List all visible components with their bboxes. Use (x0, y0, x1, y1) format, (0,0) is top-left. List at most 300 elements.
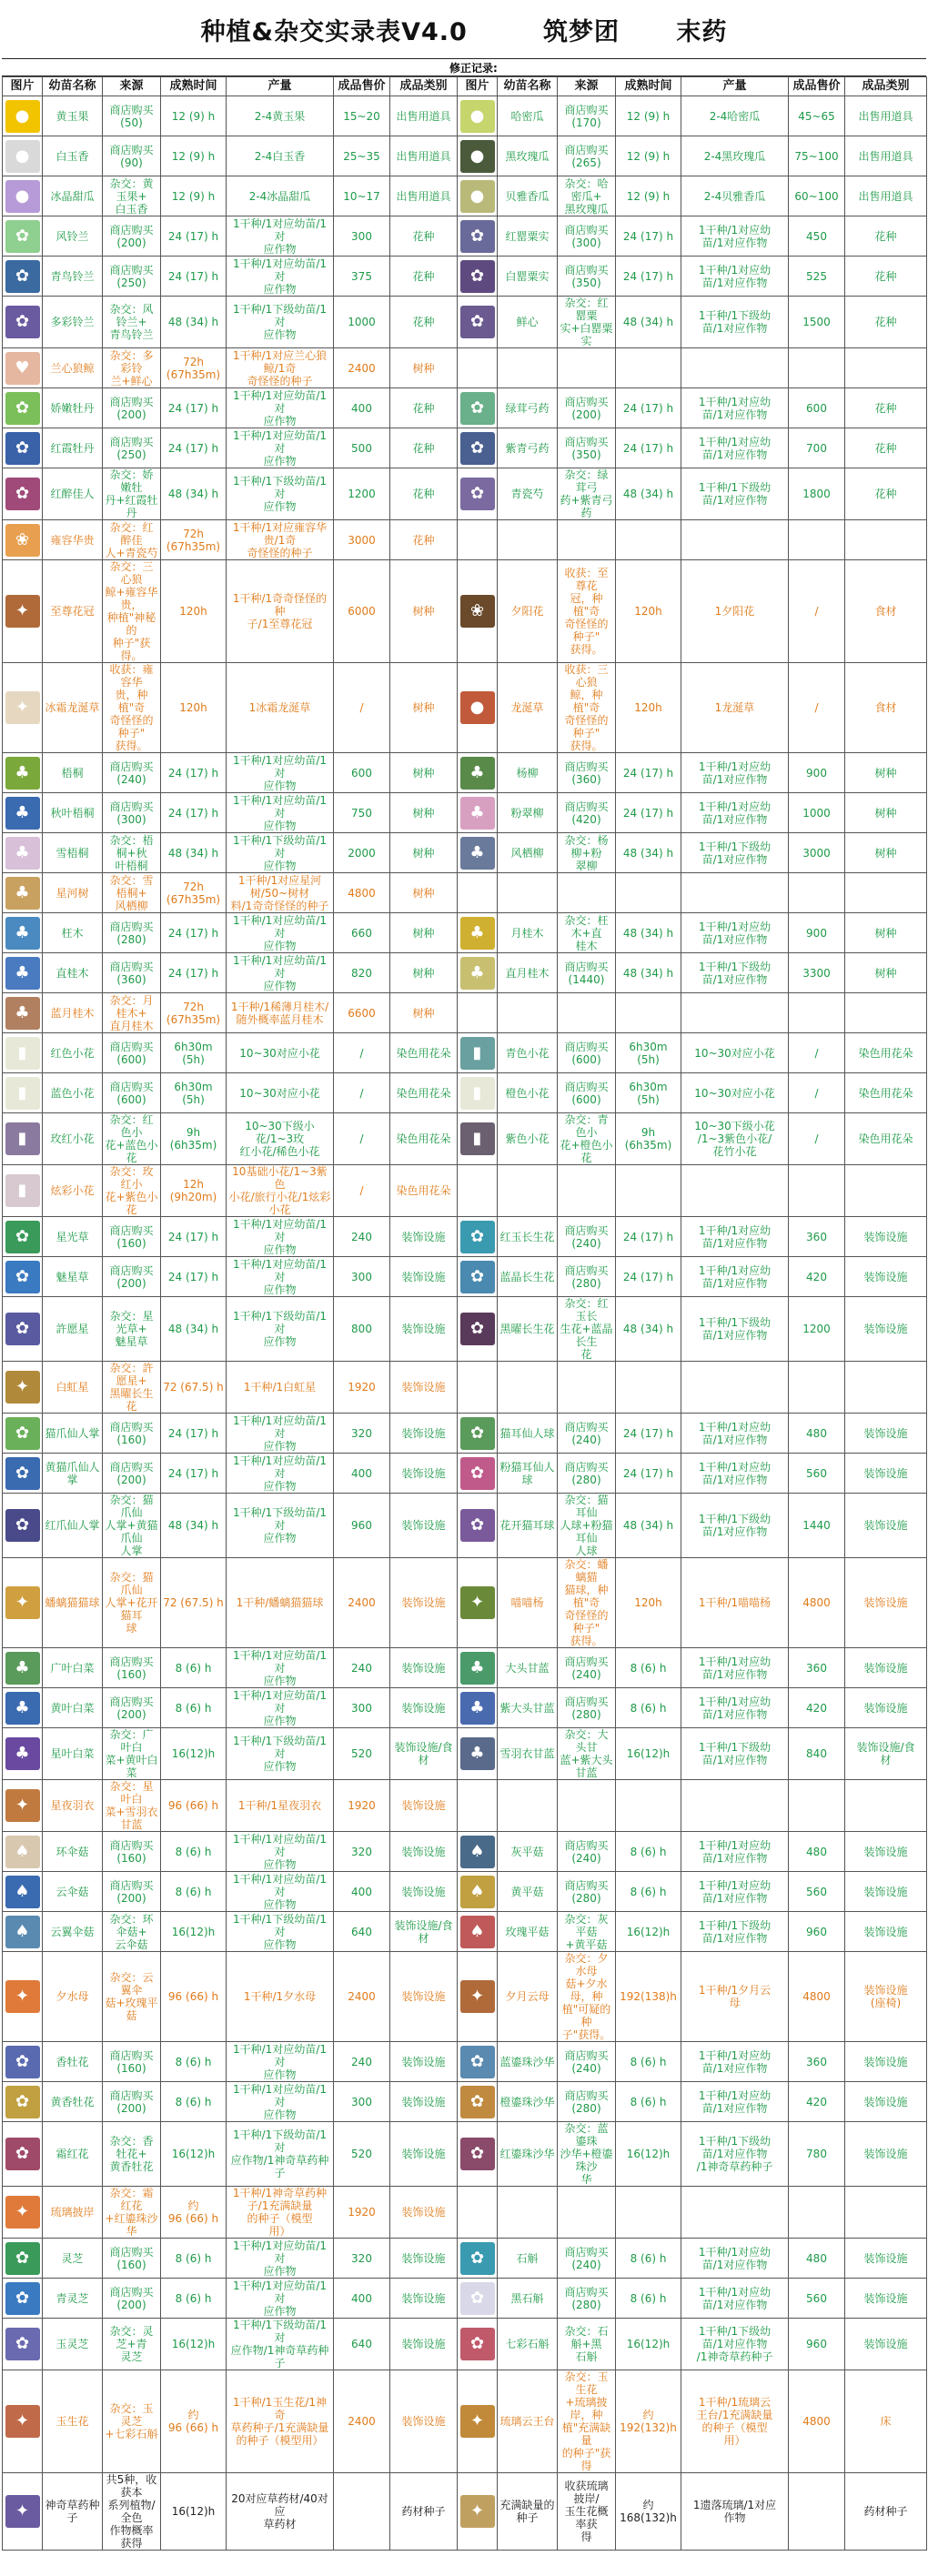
seedling-name: 花开猫耳球 (498, 1494, 558, 1558)
mature-time-cell (616, 873, 681, 913)
seedling-name: 蓝月桂木 (43, 993, 103, 1033)
image-cell (3, 913, 43, 953)
image-cell (458, 753, 498, 793)
seedling-name: 红罂粟实 (498, 216, 558, 257)
yield-cell: 2-4白玉香 (227, 136, 334, 176)
mature-time-cell: 48 (34) h (616, 468, 681, 520)
category-cell: 装饰设施 (845, 2279, 927, 2319)
category-cell: 出售用道具 (390, 176, 458, 216)
mature-time-cell: 8 (6) h (616, 1872, 681, 1912)
table-row (3, 2122, 927, 2187)
plant-thumbnail-icon: ✦ (5, 1371, 40, 1404)
yield-cell: 1干种/1下级幼 苗/1对应作物 (681, 1728, 789, 1780)
yield-cell: 1干种/1对应幼苗/1对 应作物 (227, 2279, 334, 2319)
mature-time-cell: 16(12)h (616, 2319, 681, 2370)
mature-time-cell: 约 96 (66) h (161, 2370, 227, 2473)
plant-thumbnail-icon: ♠ (460, 1916, 495, 1948)
category-cell: 装饰设施 (845, 1912, 927, 1952)
yield-cell: 1干种/1下级幼苗/1对 应作物/1神奇草药种子 (227, 2122, 334, 2187)
price-cell: 2000 (334, 833, 390, 873)
seedling-name: 环伞菇 (43, 1832, 103, 1872)
seedling-name: 雪羽衣甘蓝 (498, 1728, 558, 1780)
source-cell: 杂交：星叶白 菜+雪羽衣甘蓝 (103, 1780, 161, 1832)
price-cell: 480 (789, 1414, 845, 1454)
yield-cell: 1干种/蟠螭猫猫球 (227, 1558, 334, 1648)
category-cell: 染色用花朵 (845, 1073, 927, 1113)
table-row (3, 1113, 927, 1165)
seedling-name: 玉灵芝 (43, 2319, 103, 2370)
mature-time-cell: 16(12)h (161, 2319, 227, 2370)
category-cell: 出售用道具 (845, 96, 927, 136)
plant-thumbnail-icon: ▮ (460, 1077, 495, 1110)
table-row (3, 560, 927, 663)
table-row (3, 348, 927, 388)
price-cell: 360 (789, 1648, 845, 1688)
image-cell (458, 1780, 498, 1832)
image-cell (458, 1952, 498, 2042)
mature-time-cell: 48 (34) h (161, 1297, 227, 1362)
yield-cell: 10~30下级小花/1~3玫 红小花/稀色小花 (227, 1113, 334, 1165)
category-cell: 药材种子 (390, 2473, 458, 2551)
plant-thumbnail-icon: ✿ (460, 1417, 495, 1450)
seedling-name: 云翼伞菇 (43, 1912, 103, 1952)
image-cell (458, 993, 498, 1033)
source-cell: 商店购买 (90) (103, 136, 161, 176)
mature-time-cell: 24 (17) h (161, 1257, 227, 1297)
source-cell: 杂交：云翼伞 菇+玫瑰平菇 (103, 1952, 161, 2042)
seedling-name: 紫青弓药 (498, 428, 558, 468)
plant-thumbnail-icon: ♣ (460, 757, 495, 790)
yield-cell: 1干种/1白虹星 (227, 1362, 334, 1414)
price-cell: 4800 (789, 1558, 845, 1648)
price-cell: 240 (334, 1648, 390, 1688)
plant-thumbnail-icon: ✿ (5, 1221, 40, 1253)
mature-time-cell: 8 (6) h (161, 2239, 227, 2279)
seedling-name: 蓝晶长生花 (498, 1257, 558, 1297)
yield-cell: 2-4冰晶甜瓜 (227, 176, 334, 216)
plant-thumbnail-icon: ✦ (5, 1586, 40, 1619)
category-cell: 装饰设施/食 材 (845, 1728, 927, 1780)
category-cell (845, 993, 927, 1033)
source-cell: 商店购买 (160) (103, 2239, 161, 2279)
source-cell: 杂交：广叶白 菜+黄叶白菜 (103, 1728, 161, 1780)
category-cell: 装饰设施 (390, 1494, 458, 1558)
col-header: 来源 (103, 77, 161, 96)
revision-note: 修正记录: (449, 62, 498, 75)
price-cell: 960 (789, 1912, 845, 1952)
seedling-name: 黑曜长生花 (498, 1297, 558, 1362)
seedling-name: 龙涎草 (498, 663, 558, 753)
price-cell: / (789, 560, 845, 663)
seedling-name (498, 873, 558, 913)
source-cell: 商店购买 (240) (558, 1217, 616, 1257)
mature-time-cell: 48 (34) h (616, 833, 681, 873)
plant-thumbnail-icon: ✦ (5, 2405, 40, 2438)
plant-thumbnail-icon: ✦ (460, 2405, 495, 2438)
yield-cell: 2-4贝雅香瓜 (681, 176, 789, 216)
price-cell: 660 (334, 913, 390, 953)
yield-cell: 1干种/1对应幼 苗/1对应作物 (681, 753, 789, 793)
plant-thumbnail-icon: ✿ (5, 220, 40, 253)
source-cell: 商店购买 (170) (558, 96, 616, 136)
category-cell: 装饰设施 (390, 1414, 458, 1454)
price-cell: 2400 (334, 1558, 390, 1648)
source-cell: 杂交：红玉长 生花+蓝晶长生 花 (558, 1297, 616, 1362)
yield-cell: 1干种/1对应幼 苗/1对应作物 (681, 2239, 789, 2279)
source-cell: 商店购买 (420) (558, 793, 616, 833)
col-header: 产量 (681, 77, 789, 96)
category-cell: 花种 (390, 520, 458, 560)
source-cell: 商店购买 (600) (558, 1033, 616, 1073)
price-cell: 1800 (789, 468, 845, 520)
source-cell: 商店购买 (240) (103, 753, 161, 793)
table-row (3, 1414, 927, 1454)
mature-time-cell: 8 (6) h (616, 2279, 681, 2319)
source-cell: 杂交：蓝鎏珠 沙华+橙鎏珠沙 华 (558, 2122, 616, 2187)
category-cell: 装饰设施 (845, 2082, 927, 2122)
category-cell: 装饰设施 (390, 1832, 458, 1872)
plant-thumbnail-icon: ❀ (5, 524, 40, 557)
table-row (3, 793, 927, 833)
image-cell (458, 96, 498, 136)
source-cell: 杂交：猫耳仙 人球+粉猫耳仙 人球 (558, 1494, 616, 1558)
mature-time-cell: 48 (34) h (616, 1297, 681, 1362)
mature-time-cell: 8 (6) h (616, 2082, 681, 2122)
category-cell: 装饰设施 (390, 2319, 458, 2370)
mature-time-cell: 8 (6) h (161, 2042, 227, 2082)
table-row (3, 663, 927, 753)
plant-thumbnail-icon: ♠ (5, 1916, 40, 1948)
price-cell: / (334, 1033, 390, 1073)
image-cell (3, 1494, 43, 1558)
image-cell (458, 136, 498, 176)
image-cell (3, 136, 43, 176)
yield-cell (681, 1780, 789, 1832)
yield-cell: 1干种/1对应幼 苗/1对应作物 (681, 1257, 789, 1297)
source-cell: 杂交：青色小 花+橙色小花 (558, 1113, 616, 1165)
mature-time-cell: 12 (9) h (616, 136, 681, 176)
category-cell: 花种 (845, 388, 927, 428)
image-cell (3, 993, 43, 1033)
image-cell (3, 1073, 43, 1113)
plant-thumbnail-icon: ♣ (460, 957, 495, 990)
seedling-name: 魅星草 (43, 1257, 103, 1297)
yield-cell: 1干种/1下级幼 苗/1对应作物 (681, 297, 789, 348)
plant-thumbnail-icon: ♣ (460, 1692, 495, 1725)
image-cell (3, 257, 43, 297)
category-cell (845, 520, 927, 560)
image-cell (458, 348, 498, 388)
yield-cell: 1干种/1奇奇怪怪的种 子/1至尊花冠 (227, 560, 334, 663)
image-cell (3, 1648, 43, 1688)
mature-time-cell: 约 96 (66) h (161, 2187, 227, 2239)
mature-time-cell: 72h (67h35m) (161, 993, 227, 1033)
col-header: 成熟时间 (161, 77, 227, 96)
col-header: 图片 (458, 77, 498, 96)
mature-time-cell (616, 1780, 681, 1832)
seedling-name: 黑石斛 (498, 2279, 558, 2319)
yield-cell: 1干种/1下级幼苗/1对 应作物 (227, 1494, 334, 1558)
yield-cell: 1干种/1对应幼 苗/1对应作物 (681, 257, 789, 297)
plant-thumbnail-icon: ♣ (460, 917, 495, 950)
source-cell: 商店购买 (350) (558, 428, 616, 468)
image-cell (458, 2122, 498, 2187)
mature-time-cell: 24 (17) h (161, 1217, 227, 1257)
table-row (3, 96, 927, 136)
mature-time-cell: 72h (67h35m) (161, 520, 227, 560)
category-cell: 染色用花朵 (390, 1113, 458, 1165)
seedling-name: 七彩石斛 (498, 2319, 558, 2370)
image-cell (3, 428, 43, 468)
plant-thumbnail-icon: ✿ (460, 2282, 495, 2315)
price-cell: 700 (789, 428, 845, 468)
category-cell: 花种 (390, 468, 458, 520)
seedling-name: 石斛 (498, 2239, 558, 2279)
seedling-name: 猫爪仙人掌 (43, 1414, 103, 1454)
image-cell (458, 428, 498, 468)
category-cell: 装饰设施 (845, 1558, 927, 1648)
mature-time-cell: 8 (6) h (161, 1872, 227, 1912)
source-cell: 商店购买 (250) (103, 428, 161, 468)
category-cell: 树种 (845, 953, 927, 993)
yield-cell: 1干种/1喵喵杨 (681, 1558, 789, 1648)
seedling-name: 雪梧桐 (43, 833, 103, 873)
source-cell (558, 993, 616, 1033)
price-cell: 1440 (789, 1494, 845, 1558)
image-cell (3, 1217, 43, 1257)
image-cell (3, 1952, 43, 2042)
yield-cell: 1干种/1下级幼苗/1对 应作物 (227, 297, 334, 348)
plant-thumbnail-icon: ♠ (460, 1876, 495, 1908)
plant-thumbnail-icon: ✦ (5, 595, 40, 628)
mature-time-cell: 24 (17) h (161, 1414, 227, 1454)
category-cell: 树种 (390, 753, 458, 793)
mature-time-cell: 24 (17) h (161, 257, 227, 297)
price-cell: / (334, 1073, 390, 1113)
category-cell: 装饰设施 (390, 1362, 458, 1414)
source-cell: 杂交：石斛+黑 石斛 (558, 2319, 616, 2370)
source-cell: 商店购买 (300) (103, 793, 161, 833)
yield-cell: 1干种/1对应兰心狼鲸/1奇 奇怪怪的种子 (227, 348, 334, 388)
table-row (3, 2239, 927, 2279)
yield-cell: 1干种/1对应雍容华贵/1奇 奇怪怪的种子 (227, 520, 334, 560)
seedling-name: 兰心狼鲸 (43, 348, 103, 388)
seedling-name: 黄叶白菜 (43, 1688, 103, 1728)
yield-cell: 1干种/1对应幼 苗/1对应作物 (681, 913, 789, 953)
price-cell: / (789, 1073, 845, 1113)
image-cell (458, 1033, 498, 1073)
image-cell (458, 2279, 498, 2319)
image-cell (458, 2082, 498, 2122)
price-cell: 480 (789, 1832, 845, 1872)
source-cell: 商店购买 (280) (558, 2279, 616, 2319)
seedling-name: 青鸟铃兰 (43, 257, 103, 297)
seedling-name: 多彩铃兰 (43, 297, 103, 348)
seedling-name: 绿茸弓药 (498, 388, 558, 428)
seedling-name: 黄玉果 (43, 96, 103, 136)
mature-time-cell: 120h (616, 1558, 681, 1648)
price-cell: 1200 (334, 468, 390, 520)
image-cell (3, 2187, 43, 2239)
price-cell: 420 (789, 1257, 845, 1297)
table-row (3, 1033, 927, 1073)
mature-time-cell: 72 (67.5) h (161, 1558, 227, 1648)
yield-cell: 1干种/1夕月云 母 (681, 1952, 789, 2042)
seedling-name: 星叶白菜 (43, 1728, 103, 1780)
mature-time-cell: 48 (34) h (161, 297, 227, 348)
seedling-name: 黑玫瑰瓜 (498, 136, 558, 176)
plant-thumbnail-icon: ✿ (460, 432, 495, 465)
price-cell: 840 (789, 1728, 845, 1780)
plant-thumbnail-icon: ♣ (5, 1737, 40, 1770)
source-cell: 商店购买 (280) (558, 1872, 616, 1912)
image-cell (3, 663, 43, 753)
image-cell (458, 873, 498, 913)
price-cell: 300 (334, 1688, 390, 1728)
price-cell (789, 2473, 845, 2551)
source-cell: 杂交：霜红花 +红鎏珠沙华 (103, 2187, 161, 2239)
price-cell (334, 2473, 390, 2551)
seedling-name: 玫瑰平菇 (498, 1912, 558, 1952)
table-row (3, 833, 927, 873)
price-cell: 320 (334, 1832, 390, 1872)
seedling-name (498, 520, 558, 560)
price-cell (789, 1362, 845, 1414)
source-cell: 杂交：大头甘 蓝+紫大头甘蓝 (558, 1728, 616, 1780)
plant-thumbnail-icon: ✦ (460, 1586, 495, 1619)
seedling-name: 琉璃云王台 (498, 2370, 558, 2473)
source-cell: 商店购买 (50) (103, 96, 161, 136)
seedling-name: 杨柳 (498, 753, 558, 793)
col-header: 成品类别 (845, 77, 927, 96)
seedling-name: 玫红小花 (43, 1113, 103, 1165)
mature-time-cell: 6h30m (5h) (161, 1033, 227, 1073)
yield-cell: 1干种/1对应幼 苗/1对应作物 (681, 2082, 789, 2122)
category-cell: 装饰设施 (845, 1872, 927, 1912)
source-cell (558, 2187, 616, 2239)
source-cell (558, 1362, 616, 1414)
mature-time-cell: 8 (6) h (161, 1832, 227, 1872)
source-cell: 杂交：三心狼 鲸+雍容华贵， 种植"神秘的 种子"获得。 (103, 560, 161, 663)
seedling-name: 直桂木 (43, 953, 103, 993)
plant-thumbnail-icon: ♣ (5, 917, 40, 950)
price-cell: 480 (789, 2239, 845, 2279)
yield-cell: 1干种/1玉生花/1神奇 草药种子/1充满缺量 的种子（模型用） (227, 2370, 334, 2473)
category-cell: 树种 (845, 913, 927, 953)
category-cell: 出售用道具 (845, 136, 927, 176)
yield-cell: 10~30对应小花 (681, 1073, 789, 1113)
image-cell (3, 520, 43, 560)
yield-cell: 10~30下级小花 /1~3紫色小花/ 花竹小花 (681, 1113, 789, 1165)
source-cell: 商店购买 (360) (558, 753, 616, 793)
price-cell: 640 (334, 1912, 390, 1952)
seedling-name: 蓝鎏珠沙华 (498, 2042, 558, 2082)
image-cell (3, 1688, 43, 1728)
price-cell: 400 (334, 2279, 390, 2319)
category-cell: 装饰设施/食 材 (390, 1728, 458, 1780)
seedling-name: 蓝色小花 (43, 1073, 103, 1113)
mature-time-cell (616, 993, 681, 1033)
image-cell (3, 96, 43, 136)
table-row (3, 1832, 927, 1872)
plant-thumbnail-icon: ▮ (5, 1077, 40, 1110)
mature-time-cell: 16(12)h (616, 1912, 681, 1952)
yield-cell: 1干种/1对应幼苗/1对 应作物 (227, 1688, 334, 1728)
seedling-name: 红色小花 (43, 1033, 103, 1073)
image-cell (3, 2042, 43, 2082)
plant-thumbnail-icon: ✿ (5, 2282, 40, 2315)
plant-thumbnail-icon: ▮ (5, 1037, 40, 1070)
table-row (3, 2319, 927, 2370)
category-cell (845, 1362, 927, 1414)
mature-time-cell: 8 (6) h (616, 1832, 681, 1872)
planting-table (2, 76, 927, 2551)
image-cell (458, 2473, 498, 2551)
col-header: 成熟时间 (616, 77, 681, 96)
category-cell (845, 2187, 927, 2239)
price-cell: 960 (789, 2319, 845, 2370)
col-header: 产量 (227, 77, 334, 96)
seedling-name: 星河树 (43, 873, 103, 913)
source-cell: 杂交：红醉佳 人+青瓷芍 (103, 520, 161, 560)
plant-thumbnail-icon: ✿ (5, 306, 40, 338)
category-cell: 花种 (390, 297, 458, 348)
source-cell: 收获：雍容华 贵，种植"奇 奇怪怪的种子" 获得。 (103, 663, 161, 753)
plant-thumbnail-icon: ✦ (5, 1980, 40, 2013)
source-cell: 商店购买 (280) (103, 913, 161, 953)
image-cell (458, 1073, 498, 1113)
image-cell (458, 1558, 498, 1648)
seedling-name: 粉猫耳仙人球 (498, 1454, 558, 1494)
seedling-name (498, 348, 558, 388)
table-row (3, 953, 927, 993)
source-cell: 杂交：灵芝+青 灵芝 (103, 2319, 161, 2370)
yield-cell: 1干种/1对应幼苗/1对 应作物 (227, 953, 334, 993)
plant-thumbnail-icon: ✿ (460, 220, 495, 253)
plant-thumbnail-icon: ✿ (460, 478, 495, 510)
source-cell (558, 1165, 616, 1217)
table-row (3, 428, 927, 468)
image-cell (3, 348, 43, 388)
source-cell: 商店购买 (600) (558, 1073, 616, 1113)
seedling-name: 黄平菇 (498, 1872, 558, 1912)
plant-thumbnail-icon: ♣ (460, 1737, 495, 1770)
source-cell: 杂交：绿茸弓 药+紫青弓药 (558, 468, 616, 520)
source-cell: 杂交：玫红小 花+紫色小花 (103, 1165, 161, 1217)
category-cell: 装饰设施/食 材 (390, 1912, 458, 1952)
col-header: 图片 (3, 77, 43, 96)
image-cell (3, 1832, 43, 1872)
plant-thumbnail-icon: ✦ (460, 2495, 495, 2528)
image-cell (3, 176, 43, 216)
plant-thumbnail-icon: ✿ (460, 1457, 495, 1490)
seedling-name: 粉翠柳 (498, 793, 558, 833)
yield-cell: 1干种/1对应幼苗/1对 应作物 (227, 2082, 334, 2122)
seedling-name: 白玉香 (43, 136, 103, 176)
image-cell (458, 176, 498, 216)
seedling-name: 枉木 (43, 913, 103, 953)
category-cell (845, 1780, 927, 1832)
image-cell (458, 1648, 498, 1688)
price-cell: 640 (334, 2319, 390, 2370)
plant-thumbnail-icon: ❀ (460, 595, 495, 628)
table-row (3, 1558, 927, 1648)
price-cell: 420 (789, 2082, 845, 2122)
yield-cell: 1干种/1对应幼 苗/1对应作物 (681, 793, 789, 833)
seedling-name: 紫色小花 (498, 1113, 558, 1165)
category-cell: 花种 (390, 388, 458, 428)
price-cell: / (789, 1113, 845, 1165)
